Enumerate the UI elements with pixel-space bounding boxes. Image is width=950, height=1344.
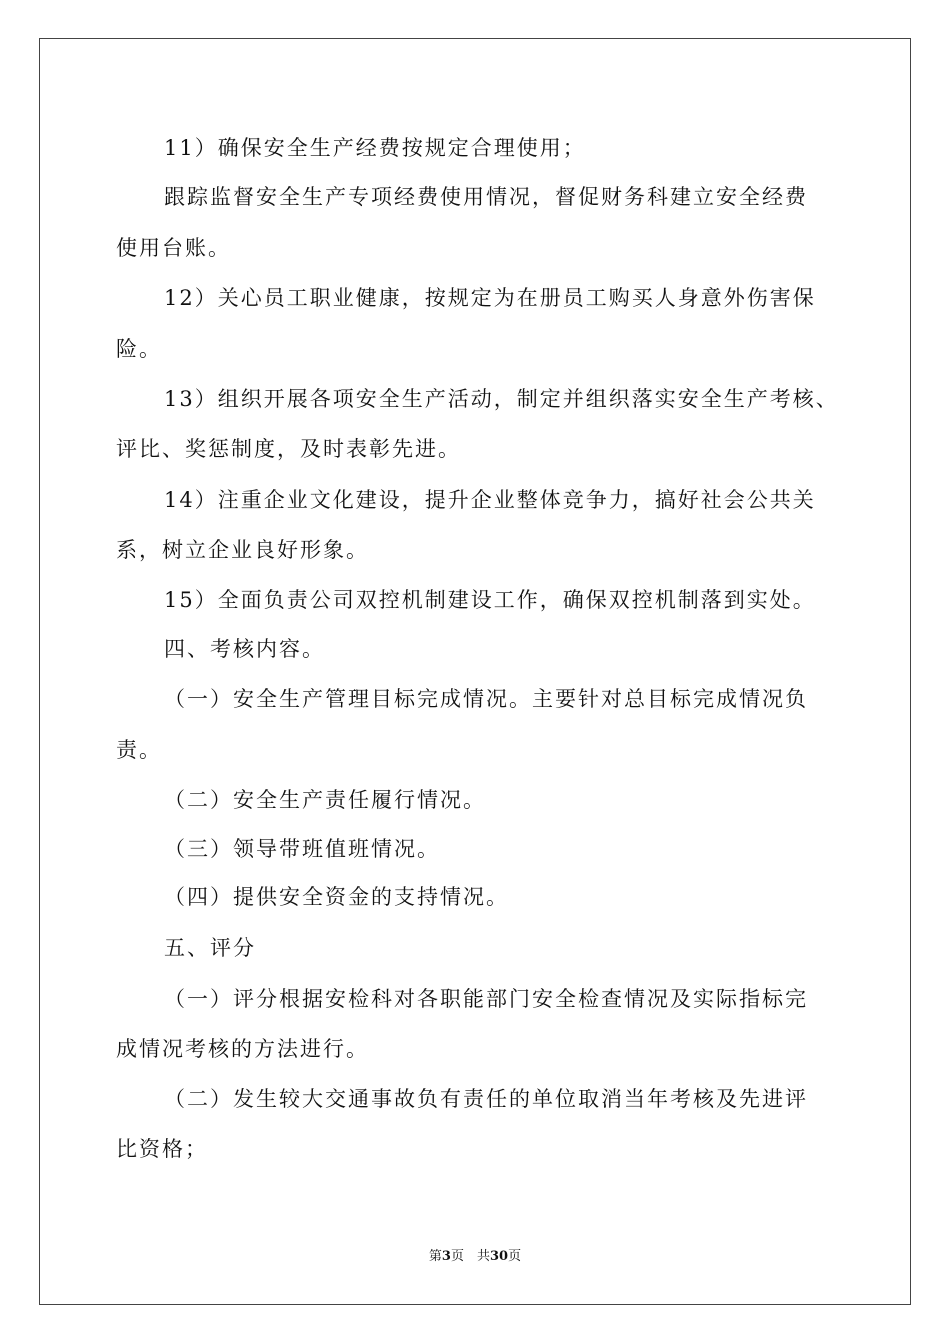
footer-prefix: 第 <box>428 1249 442 1264</box>
footer-suffix: 页 <box>508 1249 522 1264</box>
paragraph-line: 责。 <box>116 738 162 762</box>
paragraph-line: 13）组织开展各项安全生产活动，制定并组织落实安全生产考核、 <box>164 387 839 411</box>
footer-total-pages: 30 <box>489 1249 509 1264</box>
paragraph-line: 14）注重企业文化建设，提升企业整体竞争力，搞好社会公共关 <box>164 488 816 512</box>
paragraph-line: （二）安全生产责任履行情况。 <box>164 788 486 812</box>
paragraph-line: （三）领导带班值班情况。 <box>164 837 440 861</box>
paragraph-line: （二）发生较大交通事故负有责任的单位取消当年考核及先进评 <box>164 1087 808 1111</box>
page-footer <box>0 1248 950 1266</box>
section-heading: 五、评分 <box>164 936 256 960</box>
paragraph-line: （一）评分根据安检科对各职能部门安全检查情况及实际指标完 <box>164 987 808 1011</box>
paragraph-line: 系，树立企业良好形象。 <box>116 538 369 562</box>
paragraph-line: 11）确保安全生产经费按规定合理使用； <box>164 136 586 160</box>
paragraph-line: 险。 <box>116 337 162 361</box>
paragraph-line: （四）提供安全资金的支持情况。 <box>164 885 509 909</box>
paragraph-line: （一）安全生产管理目标完成情况。主要针对总目标完成情况负 <box>164 687 808 711</box>
page-border <box>39 38 911 1305</box>
footer-mid: 页 共 <box>450 1249 490 1264</box>
paragraph-line: 跟踪监督安全生产专项经费使用情况，督促财务科建立安全经费 <box>164 185 808 209</box>
paragraph-line: 评比、奖惩制度，及时表彰先进。 <box>116 437 461 461</box>
paragraph-line: 15）全面负责公司双控机制建设工作，确保双控机制落到实处。 <box>164 588 816 612</box>
footer-page-number: 3 <box>441 1249 451 1264</box>
paragraph-line: 使用台账。 <box>116 236 231 260</box>
paragraph-line: 比资格； <box>116 1137 208 1161</box>
paragraph-line: 成情况考核的方法进行。 <box>116 1037 369 1061</box>
section-heading: 四、考核内容。 <box>164 637 325 661</box>
paragraph-line: 12）关心员工职业健康，按规定为在册员工购买人身意外伤害保 <box>164 286 816 310</box>
